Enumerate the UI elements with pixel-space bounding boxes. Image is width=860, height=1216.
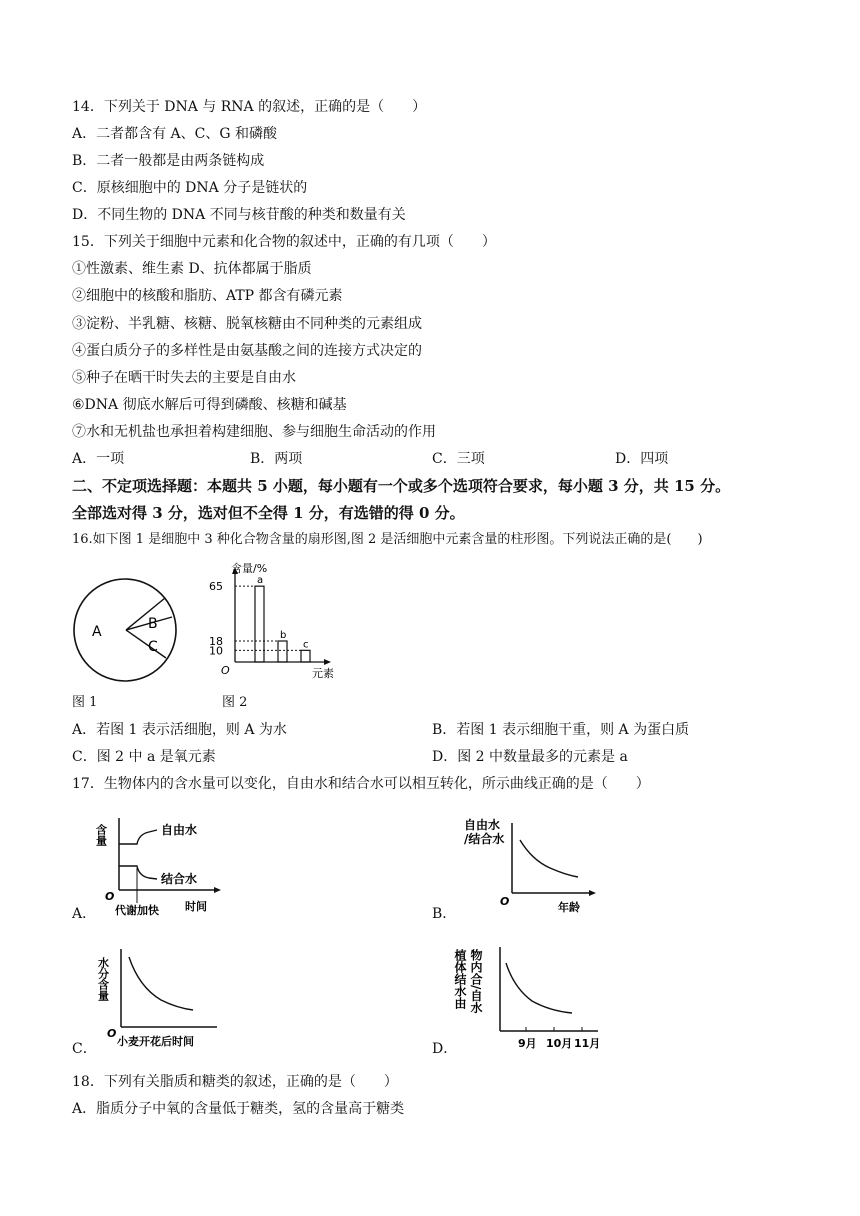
graph-c-xlabel: 小麦开花后时间	[117, 1035, 194, 1048]
q17-graph-c	[95, 945, 225, 1050]
q16-figure1-caption: 图 1	[72, 695, 98, 710]
graph-b-xlabel: 年龄	[558, 901, 580, 914]
q17-option-a-letter: A．	[72, 906, 97, 922]
graph-d-ylabel-col1: 植体结水由	[453, 949, 467, 1009]
graph-a-marker-label: 代谢加快	[115, 904, 159, 917]
q15-item-1: ①性激素、维生素 D、抗体都属于脂质	[72, 261, 312, 277]
bar-origin: O	[221, 664, 230, 677]
graph-a-xlabel: 时间	[185, 900, 207, 913]
section2-heading-line1: 二、不定项选择题：本题共 5 小题，每小题有一个或多个选项符合要求，每小题 3 分，共 15 分。	[72, 477, 731, 495]
bar-c	[301, 650, 310, 662]
pie-label-a: A	[92, 624, 102, 640]
q17-graph-a	[95, 810, 235, 915]
graph-c-origin: O	[107, 1027, 117, 1040]
q16-option-b: B．若图 1 表示细胞干重，则 A 为蛋白质	[432, 722, 690, 738]
q15-option-c: C．三项	[432, 451, 485, 467]
q14-stem: 14．下列关于 DNA 与 RNA 的叙述，正确的是（ ）	[72, 99, 427, 115]
q16-figure1-pie	[70, 575, 180, 685]
bar-category-label-b: b	[280, 630, 287, 641]
q14-option-d: D．不同生物的 DNA 不同与核苷酸的种类和数量有关	[72, 207, 406, 223]
graph-a-ylabel: 含量	[94, 824, 108, 846]
q18-stem: 18．下列有关脂质和糖类的叙述，正确的是（ ）	[72, 1074, 398, 1090]
graph-d-xtick-3: 11月	[574, 1037, 601, 1050]
q15-item-5: ⑤种子在晒干时失去的主要是自由水	[72, 370, 296, 386]
bar-ylabel: 含量/%	[231, 562, 268, 575]
q16-option-d: D．图 2 中数量最多的元素是 a	[432, 749, 628, 765]
graph-a-line2-label: 结合水	[161, 872, 198, 886]
q16-figure2-caption: 图 2	[222, 695, 248, 710]
q15-option-a: A．一项	[72, 451, 125, 467]
bar-ytick-10: 10	[209, 644, 223, 658]
q15-item-2: ②细胞中的核酸和脂肪、ATP 都含有磷元素	[72, 288, 343, 304]
q16-option-c: C．图 2 中 a 是氧元素	[72, 749, 216, 765]
q17-stem: 17．生物体内的含水量可以变化，自由水和结合水可以相互转化，所示曲线正确的是（ ）	[72, 776, 650, 792]
q16-figure2-bar-chart	[205, 558, 350, 683]
section2-heading-line2: 全部选对得 3 分，选对但不全得 1 分，有选错的得 0 分。	[72, 504, 465, 522]
q16-option-a: A．若图 1 表示活细胞，则 A 为水	[72, 722, 287, 738]
graph-b-origin: O	[500, 895, 510, 908]
bar-ytick-65: 65	[209, 580, 223, 594]
bar-category-label-a: a	[257, 575, 264, 587]
q15-item-4: ④蛋白质分子的多样性是由氨基酸之间的连接方式决定的	[72, 343, 422, 359]
q15-item-7: ⑦水和无机盐也承担着构建细胞、参与细胞生命活动的作用	[72, 424, 436, 440]
q17-option-b-letter: B．	[432, 906, 457, 922]
graph-c-ylabel: 水分含量	[96, 957, 110, 1001]
q16-stem: 16.如下图 1 是细胞中 3 种化合物含量的扇形图,图 2 是活细胞中元素含量的柱形图。下列说法正确的是( )	[72, 532, 703, 547]
bar-xlabel: 元素	[312, 667, 334, 680]
q15-item-6: ⑥DNA 彻底水解后可得到磷酸、核糖和碱基	[72, 397, 347, 413]
graph-d-xtick-2: 10月	[546, 1037, 573, 1050]
q17-option-d-letter: D．	[432, 1041, 458, 1057]
q15-stem: 15．下列关于细胞中元素和化合物的叙述中，正确的有几项（ ）	[72, 234, 496, 250]
pie-label-b: B	[148, 616, 158, 632]
q14-option-b: B．二者一般都是由两条链构成	[72, 153, 265, 169]
q14-option-a: A．二者都含有 A、C、G 和磷酸	[72, 126, 278, 142]
graph-a-line1-label: 自由水	[161, 823, 198, 837]
q18-option-a: A．脂质分子中氧的含量低于糖类，氢的含量高于糖类	[72, 1101, 405, 1117]
q15-option-b: B．两项	[250, 451, 303, 467]
q17-graph-d	[453, 943, 606, 1055]
bar-ytick-18: 18	[209, 635, 223, 648]
graph-b-ylabel-2: /结合水	[464, 832, 505, 846]
graph-b-ylabel-1: 自由水	[464, 818, 501, 832]
pie-label-c: C	[148, 639, 158, 655]
bar-category-label-c: c	[303, 639, 309, 651]
bar-b	[278, 641, 287, 662]
q14-option-c: C．原核细胞中的 DNA 分子是链状的	[72, 180, 308, 196]
graph-a-origin: O	[105, 890, 115, 903]
q15-item-3: ③淀粉、半乳糖、核糖、脱氧核糖由不同种类的元素组成	[72, 316, 422, 332]
q17-option-c-letter: C．	[72, 1041, 97, 1057]
graph-d-xtick-1: 9月	[518, 1037, 537, 1050]
q15-option-d: D．四项	[615, 451, 669, 467]
graph-d-ylabel-col2: 物内合/自水	[469, 949, 483, 1014]
q17-graph-b	[462, 815, 597, 915]
